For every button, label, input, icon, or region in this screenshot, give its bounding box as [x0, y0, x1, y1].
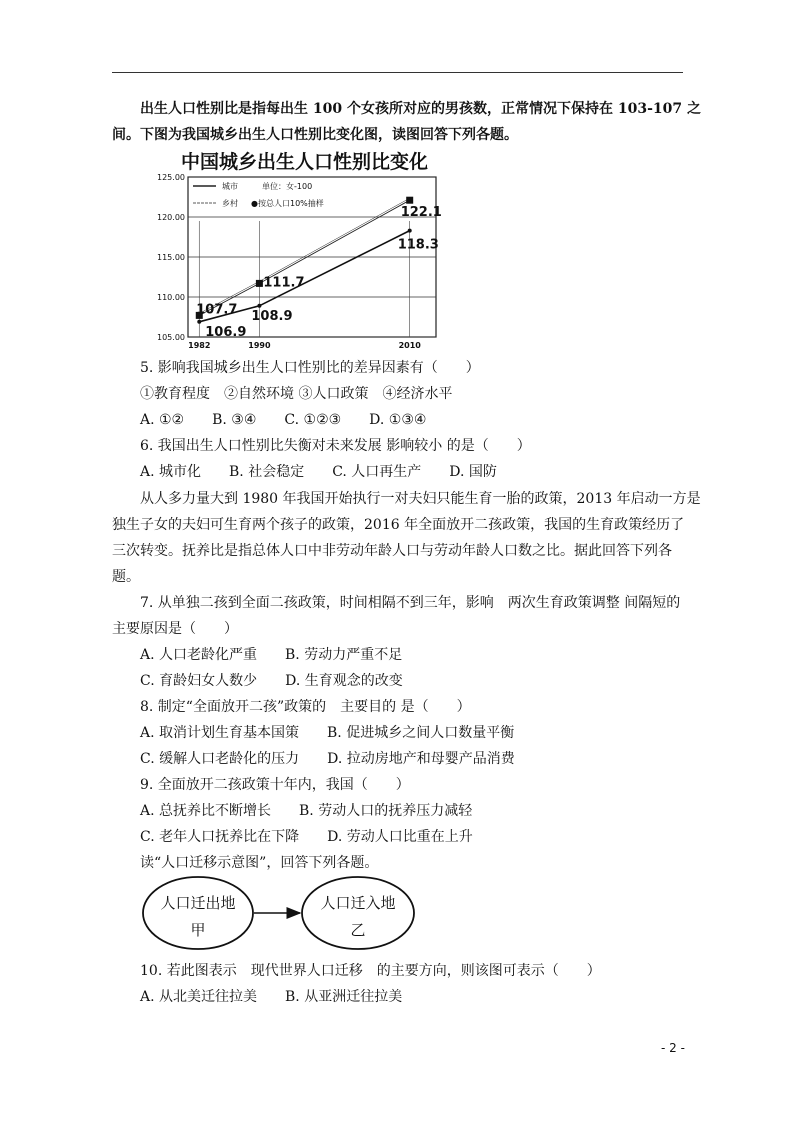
y-tick-label: 110.00	[157, 293, 185, 302]
series-line-rural	[199, 200, 409, 315]
y-tick-label: 120.00	[157, 213, 185, 222]
passage2-line-1: 从人多力量大到 1980 年我国开始执行一对夫妇只能生育一胎的政策，2013 年启动一方是	[140, 491, 701, 507]
legend-unit: 单位：女-100	[262, 182, 313, 191]
page-number: - 2 -	[661, 1041, 685, 1055]
q5-factors: ①教育程度 ②自然环境 ③人口政策 ④经济水平	[140, 386, 453, 402]
x-tick-label: 2010	[398, 341, 421, 350]
passage2-line-3: 三次转变。抚养比是指总体人口中非劳动年龄人口与劳动年龄人口数之比。据此回答下列各	[112, 543, 672, 559]
q10-options-ab: A. 从北美迁往拉美 B. 从亚洲迁往拉美	[140, 989, 403, 1005]
q7-options-cd: C. 育龄妇女人数少 D. 生育观念的改变	[140, 673, 403, 689]
point-rural	[406, 197, 413, 204]
data-label-rural: 107.7	[196, 302, 238, 318]
passage2-line-2: 独生子女的夫妇可生育两个孩子的政策，2016 年全面放开二孩政策，我国的生育政策经历了	[112, 517, 685, 533]
q6-options: A. 城市化 B. 社会稳定 C. 人口再生产 D. 国防	[140, 464, 497, 480]
q6-stem: 6. 我国出生人口性别比失衡对未来发展 影响较小 的是（ ）	[140, 438, 531, 454]
legend-rural: 乡村	[222, 199, 238, 208]
q7-options-ab: A. 人口老龄化严重 B. 劳动力严重不足	[140, 647, 403, 663]
data-label-rural: 122.1	[400, 205, 442, 221]
point-city	[197, 320, 201, 324]
destination-label-2: 乙	[350, 921, 366, 939]
sex-ratio-chart	[138, 148, 444, 356]
y-tick-label: 105.00	[157, 333, 185, 342]
legend-note: ●按总人口10%抽样	[251, 199, 324, 208]
point-city	[257, 304, 261, 308]
q8-options-cd: C. 缓解人口老龄化的压力 D. 拉动房地产和母婴产品消费	[140, 751, 515, 767]
q8-options-ab: A. 取消计划生育基本国策 B. 促进城乡之间人口数量平衡	[140, 725, 515, 741]
data-label-city: 106.9	[205, 324, 247, 340]
q5-stem: 5. 影响我国城乡出生人口性别比的差异因素有（ ）	[140, 360, 480, 376]
origin-label-2: 甲	[190, 921, 206, 939]
data-label-city: 118.3	[397, 237, 439, 253]
migration-diagram	[140, 873, 430, 953]
q5-options: A. ①② B. ③④ C. ①②③ D. ①③④	[140, 412, 427, 428]
point-city	[408, 229, 412, 233]
q10-stem: 10. 若此图表示 现代世界人口迁移 的主要方向，则该图可表示（ ）	[140, 963, 601, 979]
y-tick-label: 115.00	[157, 253, 185, 262]
intro-line-2: 间。下图为我国城乡出生人口性别比变化图，读图回答下列各题。	[112, 127, 518, 143]
point-rural	[256, 280, 263, 287]
q8-stem: 8. 制定“全面放开二孩”政策的 主要目的 是（ ）	[140, 699, 471, 715]
series-line-rural-shadow	[199, 198, 409, 313]
q9-options-ab: A. 总抚养比不断增长 B. 劳动人口的抚养压力减轻	[140, 803, 473, 819]
q7-stem-2: 主要原因是（ ）	[112, 621, 238, 637]
intro-line-1: 出生人口性别比是指每出生 100 个女孩所对应的男孩数，正常情况下保持在 103-107 之	[140, 101, 701, 117]
passage3: 读“人口迁移示意图”，回答下列各题。	[140, 855, 379, 871]
data-label-rural: 111.7	[263, 275, 305, 291]
x-tick-label: 1990	[248, 341, 271, 350]
q9-options-cd: C. 老年人口抚养比在下降 D. 劳动人口比重在上升	[140, 829, 473, 845]
q7-stem-1: 7. 从单独二孩到全面二孩政策，时间相隔不到三年，影响 两次生育政策调整 间隔短的	[140, 595, 681, 611]
destination-label-1: 人口迁入地	[320, 894, 396, 912]
chart-title: 中国城乡出生人口性别比变化	[181, 151, 429, 173]
origin-label-1: 人口迁出地	[160, 894, 236, 912]
passage2-line-4: 题。	[112, 569, 140, 585]
legend-city: 城市	[222, 182, 238, 191]
data-label-city: 108.9	[251, 308, 293, 324]
y-tick-label: 125.00	[157, 173, 185, 182]
q9-stem: 9. 全面放开二孩政策十年内，我国（ ）	[140, 777, 410, 793]
header-rule	[112, 72, 683, 73]
x-tick-label: 1982	[188, 341, 211, 350]
